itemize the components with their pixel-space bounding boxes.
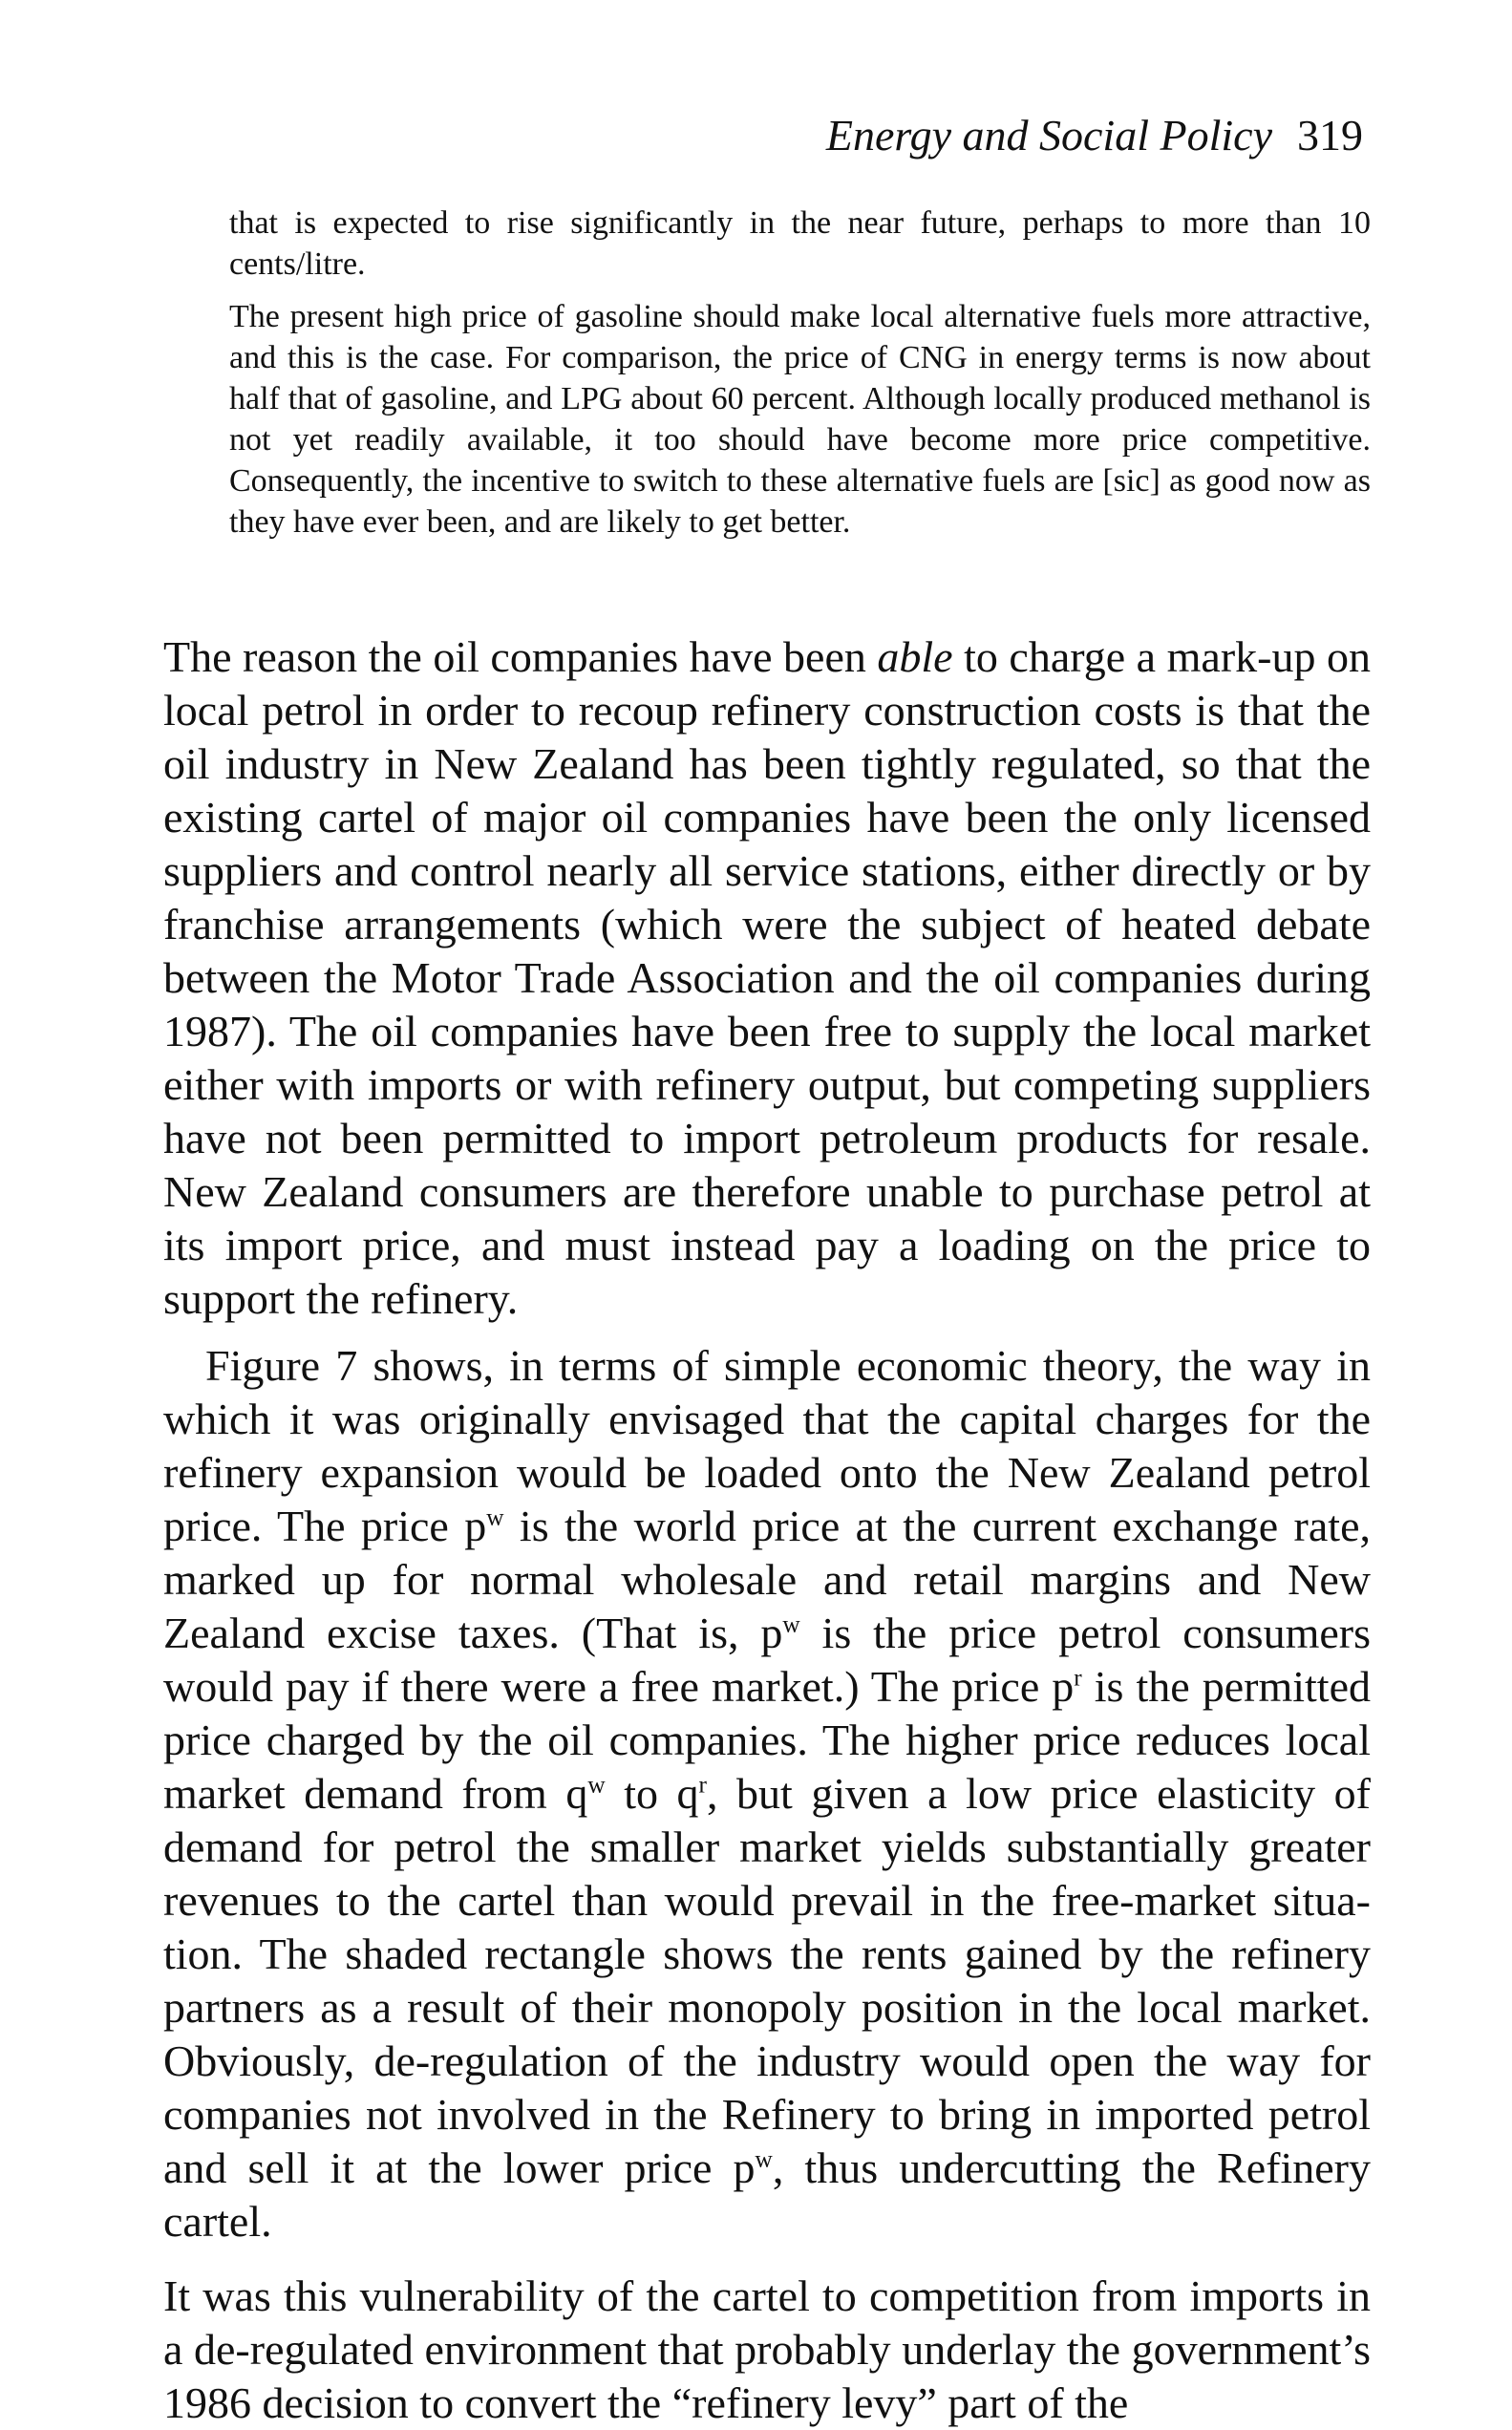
text-run: , but given a low price elasticity of demand for petrol the smaller market yields substantially greater revenues to the cartel than would prevail in the free-market situation. The shaded rectangle shows the rents gained by the refinery partners as a result of their monopoly position in the local market. Obviously, de-regulation of the industry would open the way for companies not involved in the Refinery to bring in imported petrol and sell it at the lower price p	[163, 1769, 1372, 2192]
text-run: The reason the oil companies have been	[163, 632, 878, 681]
text-run: Figure 7 shows, in terms of simple economic theory, the way in which it was originally envisaged that the capital charges for the refinery expansion would be loaded onto the New Zealand petrol price. The price p	[163, 1341, 1371, 1550]
italic-text: able	[877, 632, 953, 681]
running-head-title: Energy and Social Policy	[825, 111, 1272, 160]
superscript: w	[587, 1771, 606, 1799]
text-run: is the price petrol consumers would pay if there were a free market.) The price p	[163, 1609, 1371, 1711]
quote-paragraph: that is expected to rise significantly in the near future, perhaps to more than 10 cents/litre.	[229, 205, 1371, 282]
text-run: is the permitted price charged by the oil companies. The higher price reduces local market demand from q	[163, 1662, 1371, 1818]
text-run: to q	[605, 1769, 699, 1818]
superscript: w	[755, 2145, 773, 2173]
text-run: to charge a mark-up on local petrol in order to recoup refinery construction costs is that the oil industry in New Zealand has been tightly regulated, so that the existing cartel of major oil companies have been the only licensed suppliers and control nearly all service stations, either directly or by franchise arrangements (which were the subject of heated debate between the Motor Trade Association and the oil companies during 1987). The oil companies have been free to supply the local market either with imports or with refinery output, but competing suppliers have not been permitted to import petroleum products for resale. New Zealand consumers are therefore unable to purchase petrol at its import price, and must instead pay a loading on the price to support the refinery.	[163, 632, 1371, 1323]
page-number: 319	[1297, 111, 1363, 160]
block-quote	[229, 202, 1371, 543]
running-head	[826, 107, 1363, 164]
body-paragraph	[163, 630, 1371, 1326]
text-run: is the world price at the current exchange rate, marked up for normal wholesale and retail margins and New Zealand excise taxes. (That is, p	[163, 1502, 1371, 1657]
superscript: w	[782, 1610, 800, 1638]
text-run: , thus undercutting the Refinery cartel.	[163, 2143, 1371, 2246]
superscript: r	[1074, 1664, 1082, 1692]
body-text	[163, 630, 1371, 2430]
quote-paragraph: The present high price of gasoline should make local alternative fuels more attractive, and this is the case. For comparison, the price of CNG in energy terms is now about half that of gasoline, and LPG about 60 percent. Although locally produced methanol is not yet readily available, it too should have become more price competitive. Consequently, the incentive to switch to these alternative fuels are [sic] as good now as they have ever been, and are likely to get better.	[229, 299, 1371, 540]
body-paragraph	[163, 1339, 1371, 2249]
superscript: r	[698, 1771, 707, 1799]
body-paragraph: It was this vulnerability of the cartel to competition from imports in a de-regulated environment that probably underlay the government’s 1986 decision to convert the “refinery levy” part of the	[163, 2271, 1371, 2427]
superscript: w	[486, 1503, 504, 1531]
